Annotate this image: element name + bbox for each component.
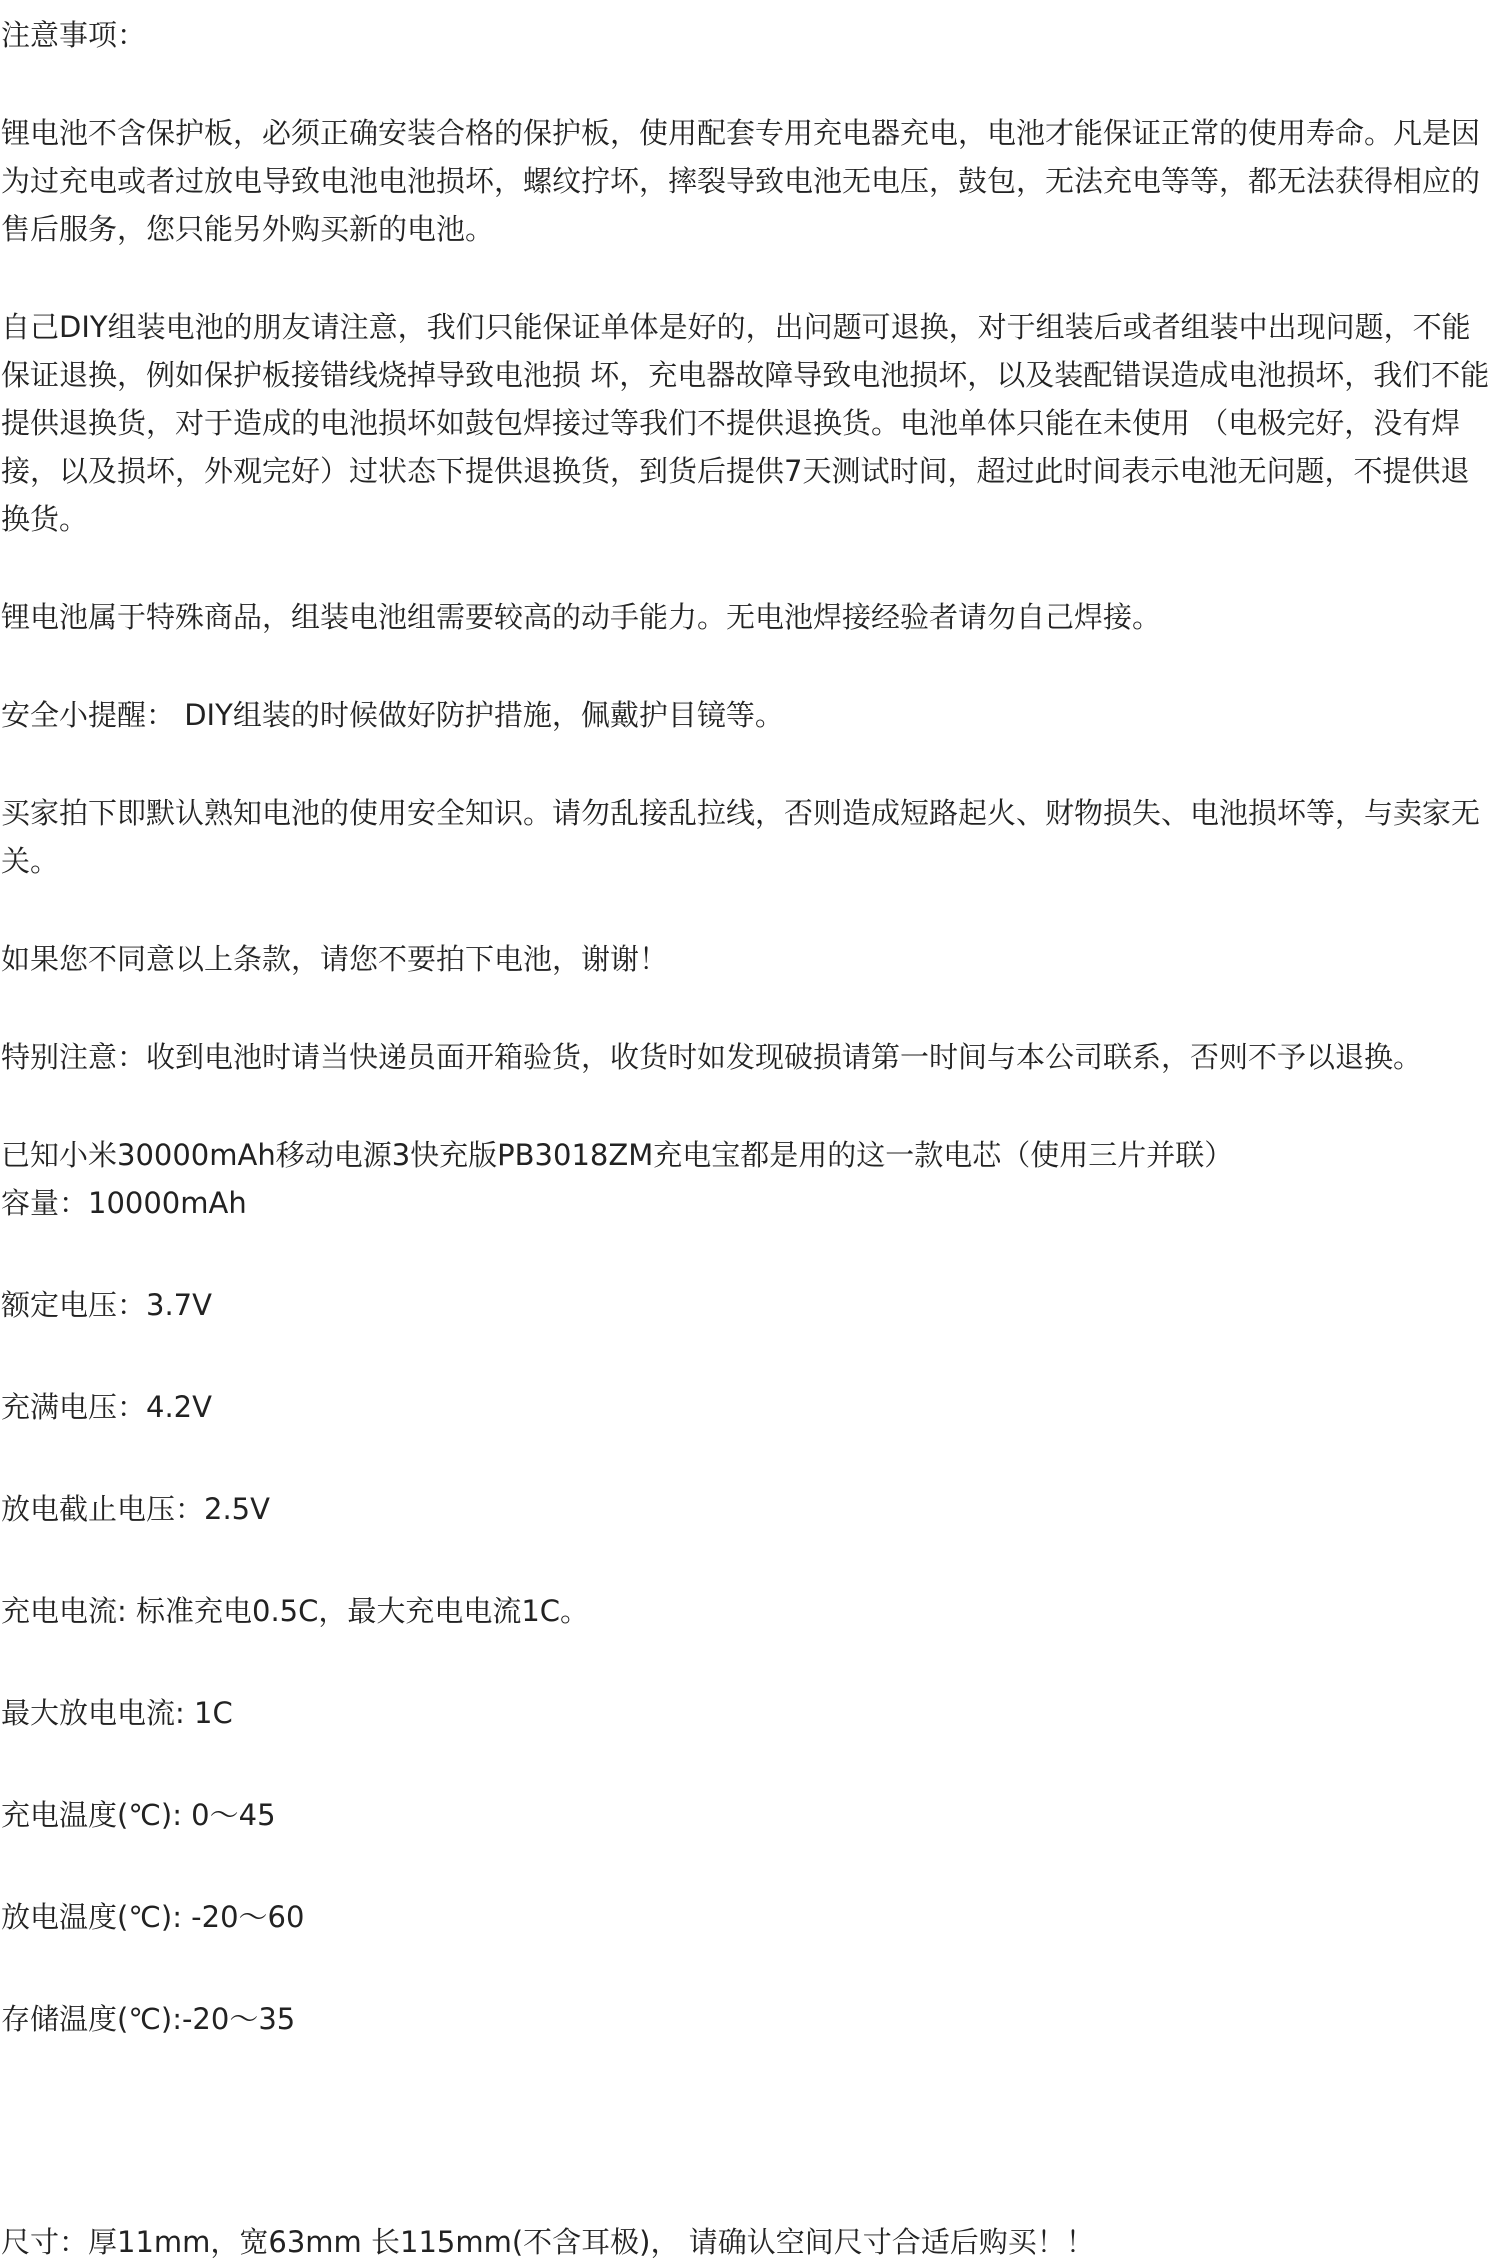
- spec-capacity: 容量：10000mAh: [1, 1186, 247, 1220]
- paragraph-disagree-notice: 如果您不同意以上条款，请您不要拍下电池，谢谢！: [1, 942, 669, 976]
- spec-size: 尺寸：厚11mm，宽63mm 长115mm(不含耳极)， 请确认空间尺寸合适后购买！！: [1, 2225, 1095, 2259]
- notes-heading: 注意事项：: [1, 18, 147, 52]
- spec-discharge-temperature: 放电温度(℃): -20～60: [1, 1900, 305, 1934]
- spec-charge-current: 充电电流: 标准充电0.5C，最大充电电流1C。: [1, 1594, 590, 1628]
- spec-max-discharge-current: 最大放电电流: 1C: [1, 1696, 233, 1730]
- spec-size-line-clipped: [0, 2208, 1500, 2264]
- spec-full-voltage: 充满电压：4.2V: [1, 1390, 212, 1424]
- paragraph-delivery-inspection: 特别注意：收到电池时请当快递员面开箱验货，收货时如发现破损请第一时间与本公司联系，否则不予以退换。: [1, 1040, 1423, 1074]
- spec-rated-voltage: 额定电压：3.7V: [1, 1288, 212, 1322]
- spec-charge-temperature: 充电温度(℃): 0～45: [1, 1798, 276, 1832]
- paragraph-diy-assembly: 自己DIY组装电池的朋友请注意，我们只能保证单体是好的，出问题可退换，对于组装后或者组装中出现问题，不能保证退换，例如保护板接错线烧掉导致电池损 坏，充电器故障导致电池损坏，以及装配错误造成电池损坏，我们不能提供退换货，对于造成的电池损坏如鼓包焊接过等我们不提供退换货。电池单体只能在未使用 （电极完好，没有焊接，以及损坏，外观完好）过状态下提供退换货，到货后提供7天测试时间，超过此时间表示电池无问题，不提供退换货。: [1, 310, 1490, 536]
- paragraph-buyer-responsibility: 买家拍下即默认熟知电池的使用安全知识。请勿乱接乱拉线，否则造成短路起火、财物损失、电池损坏等，与卖家无关。: [1, 796, 1481, 878]
- spec-cutoff-voltage: 放电截止电压：2.5V: [1, 1492, 270, 1526]
- spec-storage-temperature: 存储温度(℃):-20～35: [1, 2002, 296, 2036]
- paragraph-special-goods: 锂电池属于特殊商品，组装电池组需要较高的动手能力。无电池焊接经验者请勿自己焊接。: [1, 600, 1162, 634]
- spec-intro: 已知小米30000mAh移动电源3快充版PB3018ZM充电宝都是用的这一款电芯（使用三片并联）: [1, 1138, 1234, 1172]
- paragraph-safety-reminder: 安全小提醒： DIY组装的时候做好防护措施，佩戴护目镜等。: [1, 698, 784, 732]
- paragraph-protection-board: 锂电池不含保护板，必须正确安装合格的保护板，使用配套专用充电器充电，电池才能保证正常的使用寿命。凡是因为过充电或者过放电导致电池电池损坏，螺纹拧坏，摔裂导致电池无电压，鼓包，无法充电等等，都无法获得相应的售后服务，您只能另外购买新的电池。: [1, 116, 1481, 246]
